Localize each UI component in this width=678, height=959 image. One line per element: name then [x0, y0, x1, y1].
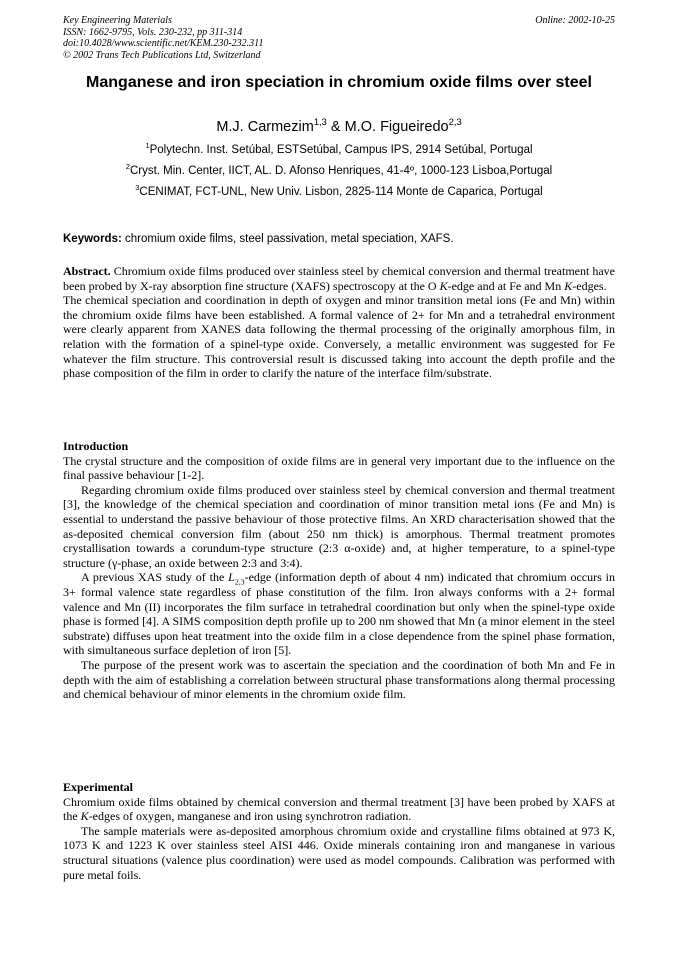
author-name: M.O. Figueiredo — [344, 119, 449, 135]
journal-name: Key Engineering Materials — [63, 15, 172, 26]
affiliation-marker: 3 — [135, 183, 140, 193]
paper-title: Manganese and iron speciation in chromium oxide films over steel — [86, 74, 592, 91]
journal-header — [63, 15, 615, 61]
affiliation-text: Cryst. Min. Center, IICT, AL. D. Afonso Henriques, 41-4º, 1000-123 Lisboa,Portugal — [129, 165, 553, 177]
abstract-paragraph — [63, 264, 615, 293]
experimental-paragraph — [63, 795, 615, 824]
intro-paragraph: Regarding chromium oxide films produced over stainless steel by chemical conversion and thermal treatment [3], the knowledge of the chemical speciation and coordination of minor transition metal ions (Fe and Mn) is essential to understand the passive behaviour of those protective films. An XRD characterisation showed that the as-deposited chemical conversion film (about 250 nm thick) is amorphous. Thermal treatment promotes crystallisation towards a corundum-type structure (2:3 α-oxide) and, at higher temperature, to a spinel-type structure (γ-phase, an oxide between 2:3 and 3:4). — [63, 482, 615, 570]
author-affiliation-marker: 2,3 — [448, 116, 462, 128]
affiliation-marker: 2 — [125, 162, 130, 172]
section-heading: Introduction — [63, 439, 129, 453]
abstract-paragraph: The chemical speciation and coordination in depth of oxygen and minor transition metal ions (Fe and Mn) within the chromium oxide films have been established. A formal valence of 2+ for Mn and a tetrahedral environment were clearly apparent from XANES data following the thermal processing of the originally amorphous film, in relation with the formation of a spinel-type oxide. Conversely, a metallic environment was suggested for Fe whatever the film structure. This controversial result is discussed taking into account the depth profile and the phase composition of the film in order to clarify the nature of the interface film/substrate. — [63, 293, 615, 381]
intro-paragraph — [63, 570, 615, 658]
keywords — [63, 231, 615, 247]
author-line — [40, 117, 638, 137]
journal-doi: doi:10.4028/www.scientific.net/KEM.230-232.311 — [63, 38, 264, 50]
affiliation-marker: 1 — [145, 141, 150, 151]
affiliation-1 — [40, 142, 638, 158]
affiliation-2 — [40, 163, 638, 179]
keywords-label: Keywords: — [63, 233, 122, 245]
experimental-paragraph: The sample materials were as-deposited amorphous chromium oxide and crystalline films obtained at 973 K, 1073 K and 1223 K over stainless steel AISI 446. Oxide minerals containing iron and manganese in various structural situations (valence plus coordination) were used as model compounds. Calibration was performed with pure metal foils. — [63, 823, 615, 882]
abstract-text: Chromium oxide films produced over stainless steel by chemical conversion and thermal treatment have been probed by X-ray absorption fine structure (XAFS) spectroscopy at the O — [63, 264, 615, 293]
experimental-text: -edges of oxygen, manganese and iron using synchrotron radiation. — [88, 809, 412, 824]
affiliation-text: CENIMAT, FCT-UNL, New Univ. Lisbon, 2825-114 Monte de Caparica, Portugal — [139, 186, 543, 198]
abstract-text: -edge and at Fe and Mn — [447, 278, 565, 293]
intro-text: -edge (information depth of about 4 nm) indicated that chromium occurs in 3+ formal valence state regardless of phase constitution of the film. Iron always conforms with a 2+ formal valence and Mn (II) incorporates the film surface in tetrahedral coordination but only when the spinel-type oxide phase is formed [4]. A SIMS composition depth profile up to 200 nm showed that Mn (a minor element in the steel substrate) diffuses upon heat treatment into the oxide film in a close dependence from the spinel phase formation, with simultaneous surface depletion of iron [5]. — [63, 570, 615, 658]
affiliation-3 — [40, 184, 638, 200]
intro-paragraph: The purpose of the present work was to ascertain the speciation and the coordination of both Mn and Fe in depth with the aim of establishing a correlation between structural phase transformations along thermal processing and chemical behaviour of minor elements in the chromium oxide film. — [63, 657, 615, 702]
author-separator: & — [326, 119, 345, 135]
abstract-section — [63, 264, 615, 381]
experimental-text: Chromium oxide films obtained by chemical conversion and thermal treatment [3] have been probed by XAFS at the — [63, 794, 615, 824]
intro-text: A previous XAS study of the — [81, 570, 229, 585]
introduction-section — [63, 439, 615, 702]
section-heading: Experimental — [63, 780, 133, 794]
affiliation-text: Polytechn. Inst. Setúbal, ESTSetúbal, Campus IPS, 2914 Setúbal, Portugal — [149, 144, 533, 156]
l-edge-subscript: 2,3 — [234, 577, 245, 587]
author-affiliation-marker: 1,3 — [313, 116, 327, 128]
online-date: Online: 2002-10-25 — [535, 15, 615, 26]
k-edge-symbol: K — [80, 809, 89, 824]
k-edge-symbol: K — [439, 278, 448, 293]
intro-paragraph: The crystal structure and the composition of oxide films are in general very important due to the influence on the final passive behaviour [1-2]. — [63, 453, 615, 483]
journal-issn: ISSN: 1662-9795, Vols. 230-232, pp 311-314 — [63, 26, 243, 38]
abstract-text: -edges. — [572, 278, 607, 293]
author-name: M.J. Carmezim — [216, 119, 314, 135]
l-edge-symbol: L — [228, 570, 235, 585]
experimental-section — [63, 780, 615, 882]
journal-copyright: © 2002 Trans Tech Publications Ltd, Switzerland — [63, 49, 261, 61]
k-edge-symbol: K — [564, 278, 573, 293]
abstract-label: Abstract. — [63, 264, 111, 278]
keywords-text: chromium oxide films, steel passivation, metal speciation, XAFS. — [121, 233, 454, 245]
